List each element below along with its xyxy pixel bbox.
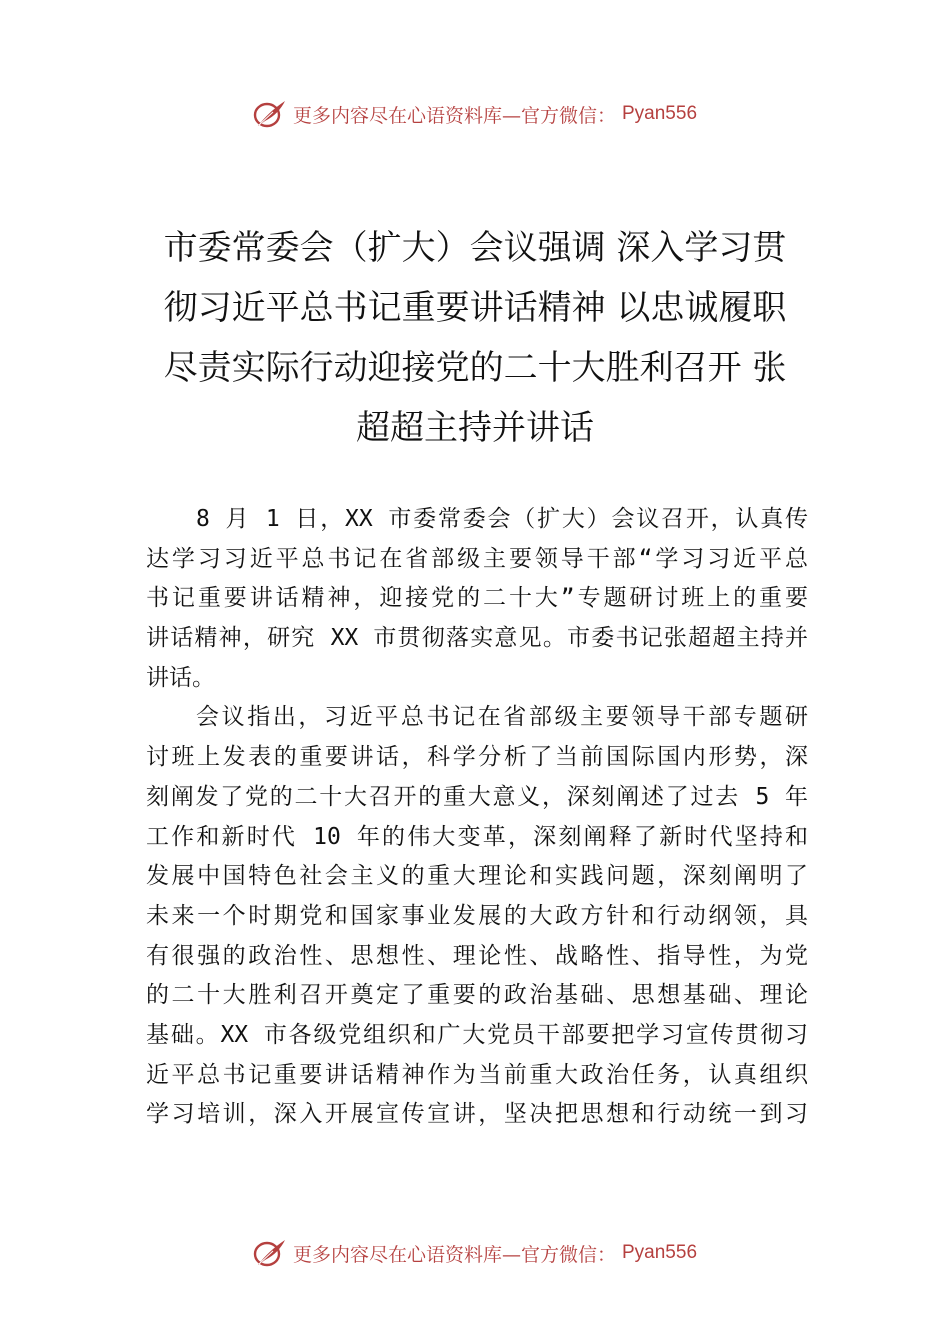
banner-text: 更多内容尽在心语资料库—官方微信： [292,1243,616,1266]
text-line: 8 月 1 日，XX 市委常委会（扩大）会议召开，认真传 [196,506,808,532]
header-banner [0,97,950,131]
banner-text: 更多内容尽在心语资料库—官方微信： [292,104,616,127]
text-line: 讲话。 [146,664,215,691]
title-line: 市委常委会（扩大）会议强调 深入学习贯 [163,228,787,268]
title-line: 彻习近平总书记重要讲话精神 以忠诚履职 [163,288,787,328]
text-line: 发展中国特色社会主义的重大理论和实践问题，深刻阐明了 [146,863,808,890]
text-line: 达学习习近平总书记在省部级主要领导干部“学习习近平总 [146,545,808,572]
text-line: 讲话精神，研究 XX 市贯彻落实意见。市委书记张超超主持并 [146,625,808,652]
footer-banner [0,1236,950,1270]
text-line: 学习培训，深入开展宣传宣讲，坚决把思想和行动统一到习 [146,1101,808,1128]
text-line: 的二十大胜利召开奠定了重要的政治基础、思想基础、理论 [146,982,808,1009]
feather-pen-logo-icon [253,1238,287,1268]
paragraph-2 [146,698,808,1135]
feather-pen-logo-icon [253,99,287,129]
text-line: 有很强的政治性、思想性、理论性、战略性、指导性，为党 [146,942,808,969]
text-line: 未来一个时期党和国家事业发展的大政方针和行动纲领，具 [146,902,808,929]
document-title [145,218,805,458]
text-line: 基础。XX 市各级党组织和广大党员干部要把学习宣传贯彻习 [146,1021,808,1048]
paragraph-1 [146,500,808,698]
title-line: 尽责实际行动迎接党的二十大胜利召开 张 [163,348,787,388]
text-line: 刻阐发了党的二十大召开的重大意义，深刻阐述了过去 5 年 [146,783,808,810]
text-line: 讨班上发表的重要讲话，科学分析了当前国际国内形势，深 [146,744,808,771]
text-line: 近平总书记重要讲话精神作为当前重大政治任务，认真组织 [146,1061,808,1088]
wechat-id: Pyan556 [622,103,698,124]
text-line: 工作和新时代 10 年的伟大变革，深刻阐释了新时代坚持和 [146,823,808,850]
document-body [146,500,808,1135]
title-line: 超超主持并讲话 [356,408,594,448]
wechat-id: Pyan556 [622,1242,698,1263]
text-line: 书记重要讲话精神，迎接党的二十大”专题研讨班上的重要 [146,585,808,612]
text-line: 会议指出，习近平总书记在省部级主要领导干部专题研 [196,704,808,731]
